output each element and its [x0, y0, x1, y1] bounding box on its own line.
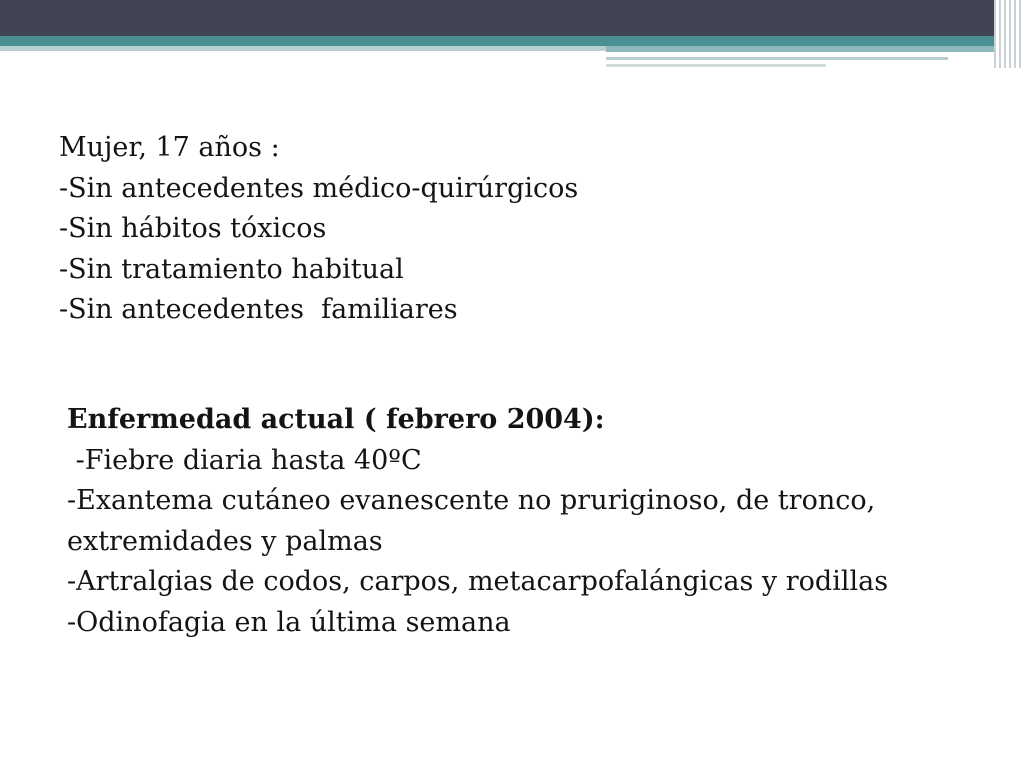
patient-history-item: -Sin hábitos tóxicos	[59, 213, 327, 244]
header-thin-line-short	[606, 64, 826, 67]
symptom-item: -Artralgias de codos, carpos, metacarpofalángicas y rodillas	[67, 566, 889, 597]
header-light-band-left	[0, 46, 606, 51]
current-illness	[67, 400, 897, 643]
symptom-item: -Fiebre diaria hasta 40ºC	[67, 444, 422, 476]
current-illness-heading: Enfermedad actual ( febrero 2004):	[67, 404, 605, 435]
patient-history-item: -Sin antecedentes médico-quirúrgicos	[59, 172, 579, 204]
patient-history-item: -Sin tratamiento habitual	[59, 253, 404, 285]
header-dark-bar	[0, 0, 1024, 36]
header-corner-stripes	[994, 0, 1024, 68]
header-thin-line	[606, 57, 948, 60]
header-light-band-right	[606, 46, 1024, 52]
symptom-item: -Exantema cutáneo evanescente no pruriginoso, de tronco, extremidades y palmas	[67, 485, 884, 557]
patient-history-item: -Sin antecedentes familiares	[59, 294, 458, 325]
symptom-item: -Odinofagia en la última semana	[67, 606, 511, 638]
patient-intro: Mujer, 17 años :	[59, 132, 280, 163]
header-teal-band	[0, 36, 1024, 46]
patient-summary	[59, 128, 959, 331]
